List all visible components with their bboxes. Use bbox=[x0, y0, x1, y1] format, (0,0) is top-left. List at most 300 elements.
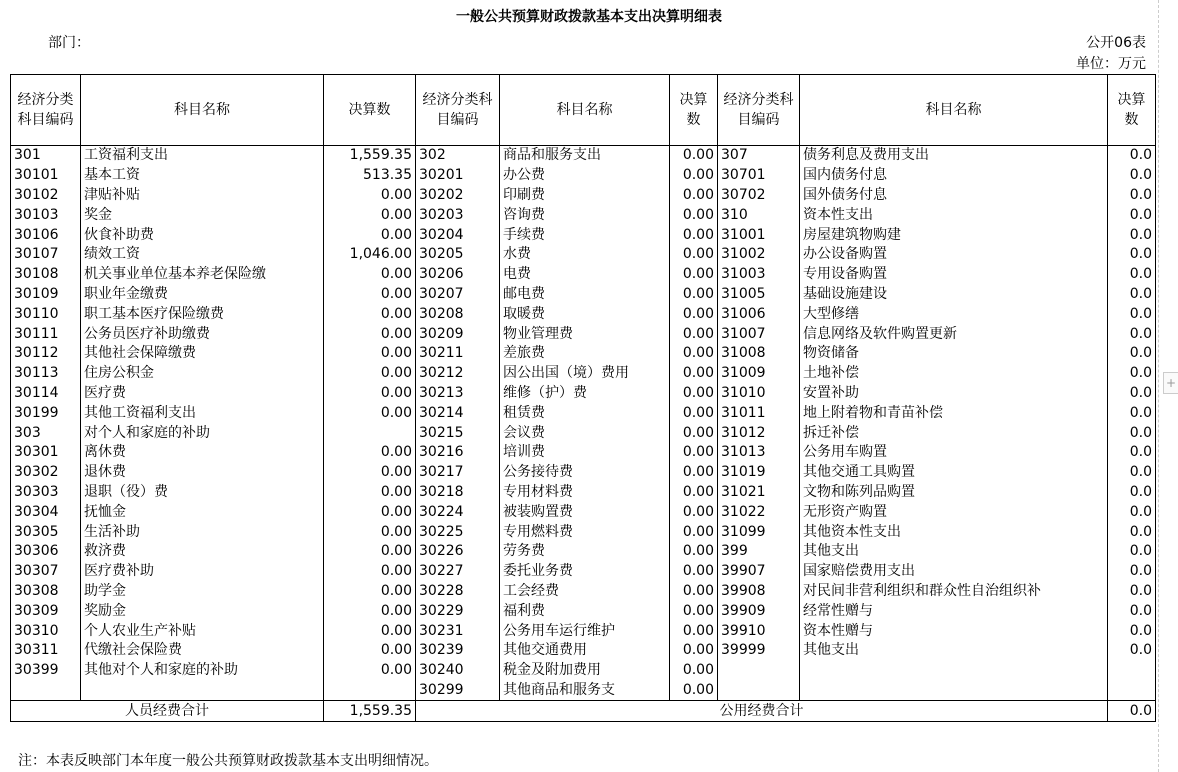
cell-code-3: 39999 bbox=[718, 641, 800, 661]
cell-amount-3: 0.0 bbox=[1108, 423, 1156, 443]
cell-amount-3: 0.0 bbox=[1108, 285, 1156, 305]
cell-name-1: 个人农业生产补贴 bbox=[81, 621, 324, 641]
table-row bbox=[11, 641, 1156, 661]
cell-name-1: 医疗费 bbox=[81, 384, 324, 404]
cell-code-2: 30218 bbox=[416, 483, 500, 503]
cell-amount-2: 0.00 bbox=[670, 285, 718, 305]
cell-amount-3: 0.0 bbox=[1108, 582, 1156, 602]
cell-code-3: 310 bbox=[718, 205, 800, 225]
cell-name-1: 救济费 bbox=[81, 542, 324, 562]
cell-name-2: 印刷费 bbox=[500, 186, 670, 206]
cell-code-3: 39909 bbox=[718, 601, 800, 621]
header-code-2: 经济分类科目编码 bbox=[416, 75, 500, 146]
cell-amount-2: 0.00 bbox=[670, 522, 718, 542]
cell-code-2: 30229 bbox=[416, 601, 500, 621]
cell-name-2: 水费 bbox=[500, 245, 670, 265]
page-edge-guide bbox=[1158, 0, 1160, 772]
cell-code-1: 30108 bbox=[11, 265, 81, 285]
cell-code-1: 30199 bbox=[11, 403, 81, 423]
table-row bbox=[11, 443, 1156, 463]
cell-amount-2: 0.00 bbox=[670, 542, 718, 562]
cell-amount-2: 0.00 bbox=[670, 225, 718, 245]
cell-code-1: 30399 bbox=[11, 661, 81, 681]
cell-code-1: 30107 bbox=[11, 245, 81, 265]
table-row bbox=[11, 423, 1156, 443]
table-row bbox=[11, 681, 1156, 701]
cell-code-1: 30302 bbox=[11, 463, 81, 483]
cell-amount-1: 0.00 bbox=[324, 562, 416, 582]
cell-amount-1: 0.00 bbox=[324, 542, 416, 562]
cell-amount-1: 0.00 bbox=[324, 641, 416, 661]
cell-name-2: 公务接待费 bbox=[500, 463, 670, 483]
cell-name-3: 其他交通工具购置 bbox=[800, 463, 1108, 483]
cell-name-2: 会议费 bbox=[500, 423, 670, 443]
cell-amount-3: 0.0 bbox=[1108, 225, 1156, 245]
cell-code-2: 30231 bbox=[416, 621, 500, 641]
cell-name-1: 奖励金 bbox=[81, 601, 324, 621]
public-total-value: 0.0 bbox=[1108, 701, 1156, 722]
cell-name-3: 基础设施建设 bbox=[800, 285, 1108, 305]
cell-name-3: 土地补偿 bbox=[800, 364, 1108, 384]
cell-name-2: 商品和服务支出 bbox=[500, 146, 670, 166]
cell-name-3: 安置补助 bbox=[800, 384, 1108, 404]
table-row bbox=[11, 344, 1156, 364]
cell-name-1: 住房公积金 bbox=[81, 364, 324, 384]
totals-row bbox=[11, 701, 1156, 722]
cell-amount-3: 0.0 bbox=[1108, 443, 1156, 463]
cell-name-1: 助学金 bbox=[81, 582, 324, 602]
cell-code-1: 30102 bbox=[11, 186, 81, 206]
cell-code-2: 30240 bbox=[416, 661, 500, 681]
table-row bbox=[11, 661, 1156, 681]
cell-code-1: 30309 bbox=[11, 601, 81, 621]
cell-name-2: 被装购置费 bbox=[500, 502, 670, 522]
cell-name-3: 公务用车购置 bbox=[800, 443, 1108, 463]
cell-amount-1: 0.00 bbox=[324, 225, 416, 245]
cell-amount-2: 0.00 bbox=[670, 344, 718, 364]
cell-amount-1: 0.00 bbox=[324, 502, 416, 522]
table-row bbox=[11, 364, 1156, 384]
cell-name-3: 国内债务付息 bbox=[800, 166, 1108, 186]
cell-name-2: 委托业务费 bbox=[500, 562, 670, 582]
cell-code-2: 30224 bbox=[416, 502, 500, 522]
cell-code-3 bbox=[718, 681, 800, 701]
table-row bbox=[11, 146, 1156, 166]
cell-amount-1: 0.00 bbox=[324, 364, 416, 384]
cell-code-2: 30212 bbox=[416, 364, 500, 384]
cell-name-2: 租赁费 bbox=[500, 403, 670, 423]
cell-name-3: 无形资产购置 bbox=[800, 502, 1108, 522]
cell-name-1: 职工基本医疗保险缴费 bbox=[81, 304, 324, 324]
cell-code-3: 307 bbox=[718, 146, 800, 166]
cell-amount-2: 0.00 bbox=[670, 562, 718, 582]
cell-code-3: 31021 bbox=[718, 483, 800, 503]
cell-code-3: 31009 bbox=[718, 364, 800, 384]
cell-amount-3: 0.0 bbox=[1108, 324, 1156, 344]
cell-name-1: 退职（役）费 bbox=[81, 483, 324, 503]
cell-name-3 bbox=[800, 681, 1108, 701]
cell-amount-3: 0.0 bbox=[1108, 186, 1156, 206]
cell-code-3: 39908 bbox=[718, 582, 800, 602]
cell-name-3: 房屋建筑物购建 bbox=[800, 225, 1108, 245]
cell-code-1: 30114 bbox=[11, 384, 81, 404]
cell-name-1: 基本工资 bbox=[81, 166, 324, 186]
cell-amount-1 bbox=[324, 681, 416, 701]
form-number: 公开06表 bbox=[1086, 35, 1146, 51]
cell-code-1: 30307 bbox=[11, 562, 81, 582]
personnel-total-label: 人员经费合计 bbox=[11, 701, 324, 722]
cell-amount-3 bbox=[1108, 661, 1156, 681]
cell-code-3: 30702 bbox=[718, 186, 800, 206]
table-row bbox=[11, 483, 1156, 503]
cell-name-3: 大型修缮 bbox=[800, 304, 1108, 324]
cell-code-3: 31008 bbox=[718, 344, 800, 364]
table-note: 注：本表反映部门本年度一般公共预算财政拨款基本支出明细情况。 bbox=[18, 753, 438, 769]
cell-code-1: 301 bbox=[11, 146, 81, 166]
expenditure-table bbox=[10, 74, 1156, 722]
cell-amount-2: 0.00 bbox=[670, 364, 718, 384]
cell-code-2: 30209 bbox=[416, 324, 500, 344]
cell-name-1: 绩效工资 bbox=[81, 245, 324, 265]
cell-name-2: 因公出国（境）费用 bbox=[500, 364, 670, 384]
header-amount-3: 决算数 bbox=[1108, 75, 1156, 146]
cell-amount-2: 0.00 bbox=[670, 641, 718, 661]
cell-code-3: 31007 bbox=[718, 324, 800, 344]
cell-name-2: 咨询费 bbox=[500, 205, 670, 225]
header-name-2: 科目名称 bbox=[500, 75, 670, 146]
table-row bbox=[11, 304, 1156, 324]
table-row bbox=[11, 384, 1156, 404]
cell-code-2: 302 bbox=[416, 146, 500, 166]
cell-name-3 bbox=[800, 661, 1108, 681]
table-row bbox=[11, 186, 1156, 206]
cell-code-3: 399 bbox=[718, 542, 800, 562]
cell-code-2: 30215 bbox=[416, 423, 500, 443]
public-total-label: 公用经费合计 bbox=[416, 701, 1108, 722]
cell-name-2: 维修（护）费 bbox=[500, 384, 670, 404]
cell-code-2: 30201 bbox=[416, 166, 500, 186]
cell-code-2: 30207 bbox=[416, 285, 500, 305]
cell-code-3: 31012 bbox=[718, 423, 800, 443]
cell-code-3: 31005 bbox=[718, 285, 800, 305]
cell-code-1: 303 bbox=[11, 423, 81, 443]
cell-code-2: 30217 bbox=[416, 463, 500, 483]
cell-amount-2: 0.00 bbox=[670, 582, 718, 602]
table-row bbox=[11, 502, 1156, 522]
cell-amount-2: 0.00 bbox=[670, 304, 718, 324]
cell-amount-2: 0.00 bbox=[670, 443, 718, 463]
table-row bbox=[11, 463, 1156, 483]
cell-code-1: 30303 bbox=[11, 483, 81, 503]
cell-amount-2: 0.00 bbox=[670, 186, 718, 206]
cell-name-2: 工会经费 bbox=[500, 582, 670, 602]
cell-amount-2: 0.00 bbox=[670, 681, 718, 701]
cell-name-3: 国外债务付息 bbox=[800, 186, 1108, 206]
cell-name-1: 津贴补贴 bbox=[81, 186, 324, 206]
cell-code-1: 30113 bbox=[11, 364, 81, 384]
cell-amount-3: 0.0 bbox=[1108, 502, 1156, 522]
cell-amount-2: 0.00 bbox=[670, 483, 718, 503]
cell-amount-2: 0.00 bbox=[670, 621, 718, 641]
cell-amount-1: 0.00 bbox=[324, 304, 416, 324]
cell-code-3: 39910 bbox=[718, 621, 800, 641]
cell-name-2: 培训费 bbox=[500, 443, 670, 463]
cell-name-1: 其他社会保障缴费 bbox=[81, 344, 324, 364]
cell-name-3: 其他支出 bbox=[800, 542, 1108, 562]
table-row bbox=[11, 285, 1156, 305]
cell-amount-1: 0.00 bbox=[324, 483, 416, 503]
cell-name-3: 债务利息及费用支出 bbox=[800, 146, 1108, 166]
cell-name-2: 办公费 bbox=[500, 166, 670, 186]
cell-name-1: 生活补助 bbox=[81, 522, 324, 542]
header-name-1: 科目名称 bbox=[81, 75, 324, 146]
cell-code-1: 30310 bbox=[11, 621, 81, 641]
cell-code-1: 30101 bbox=[11, 166, 81, 186]
cell-amount-2: 0.00 bbox=[670, 502, 718, 522]
cell-name-1: 代缴社会保险费 bbox=[81, 641, 324, 661]
cell-name-2: 劳务费 bbox=[500, 542, 670, 562]
cell-amount-1: 0.00 bbox=[324, 285, 416, 305]
header-amount-1: 决算数 bbox=[324, 75, 416, 146]
cell-amount-1: 0.00 bbox=[324, 205, 416, 225]
cell-name-2: 其他商品和服务支 bbox=[500, 681, 670, 701]
cell-code-1: 30109 bbox=[11, 285, 81, 305]
table-row bbox=[11, 601, 1156, 621]
cell-code-3: 39907 bbox=[718, 562, 800, 582]
cell-name-3: 国家赔偿费用支出 bbox=[800, 562, 1108, 582]
cell-amount-3: 0.0 bbox=[1108, 641, 1156, 661]
table-row bbox=[11, 245, 1156, 265]
cell-name-3: 拆迁补偿 bbox=[800, 423, 1108, 443]
cell-code-2: 30228 bbox=[416, 582, 500, 602]
cell-amount-3: 0.0 bbox=[1108, 304, 1156, 324]
cell-amount-3: 0.0 bbox=[1108, 601, 1156, 621]
cell-amount-2: 0.00 bbox=[670, 146, 718, 166]
cell-amount-3: 0.0 bbox=[1108, 364, 1156, 384]
cell-amount-1: 1,046.00 bbox=[324, 245, 416, 265]
cell-code-3: 31099 bbox=[718, 522, 800, 542]
cell-code-2: 30299 bbox=[416, 681, 500, 701]
cell-name-2: 差旅费 bbox=[500, 344, 670, 364]
header-amount-2: 决算数 bbox=[670, 75, 718, 146]
cell-amount-3 bbox=[1108, 681, 1156, 701]
cell-name-1: 退休费 bbox=[81, 463, 324, 483]
cell-name-1: 奖金 bbox=[81, 205, 324, 225]
table-row bbox=[11, 542, 1156, 562]
table-row bbox=[11, 225, 1156, 245]
cell-code-2: 30227 bbox=[416, 562, 500, 582]
cell-code-3: 30701 bbox=[718, 166, 800, 186]
table-row bbox=[11, 166, 1156, 186]
cell-code-1: 30311 bbox=[11, 641, 81, 661]
table-header-row bbox=[11, 75, 1156, 146]
cell-code-3: 31001 bbox=[718, 225, 800, 245]
cell-amount-3: 0.0 bbox=[1108, 542, 1156, 562]
cell-amount-1: 0.00 bbox=[324, 265, 416, 285]
cell-name-3: 专用设备购置 bbox=[800, 265, 1108, 285]
cell-code-2: 30211 bbox=[416, 344, 500, 364]
table-row bbox=[11, 562, 1156, 582]
cell-amount-2: 0.00 bbox=[670, 324, 718, 344]
cell-code-1: 30308 bbox=[11, 582, 81, 602]
cell-name-1: 职业年金缴费 bbox=[81, 285, 324, 305]
cell-name-2: 电费 bbox=[500, 265, 670, 285]
cell-code-2: 30239 bbox=[416, 641, 500, 661]
cell-name-3: 其他支出 bbox=[800, 641, 1108, 661]
cell-amount-2: 0.00 bbox=[670, 245, 718, 265]
cell-name-3: 对民间非营利组织和群众性自治组织补 bbox=[800, 582, 1108, 602]
cell-code-3: 31022 bbox=[718, 502, 800, 522]
cell-name-1 bbox=[81, 681, 324, 701]
cell-name-1: 其他工资福利支出 bbox=[81, 403, 324, 423]
cell-code-2: 30208 bbox=[416, 304, 500, 324]
cell-code-2: 30203 bbox=[416, 205, 500, 225]
cell-name-2: 税金及附加费用 bbox=[500, 661, 670, 681]
cell-name-3: 办公设备购置 bbox=[800, 245, 1108, 265]
cell-amount-3: 0.0 bbox=[1108, 166, 1156, 186]
cell-amount-2: 0.00 bbox=[670, 166, 718, 186]
cell-code-3: 31019 bbox=[718, 463, 800, 483]
cell-amount-1: 0.00 bbox=[324, 403, 416, 423]
cell-amount-1: 0.00 bbox=[324, 601, 416, 621]
table-row bbox=[11, 265, 1156, 285]
cell-code-1: 30304 bbox=[11, 502, 81, 522]
header-code-1: 经济分类科目编码 bbox=[11, 75, 81, 146]
cell-name-1: 离休费 bbox=[81, 443, 324, 463]
cell-amount-2: 0.00 bbox=[670, 384, 718, 404]
cell-name-2: 手续费 bbox=[500, 225, 670, 245]
cell-code-1: 30103 bbox=[11, 205, 81, 225]
table-row bbox=[11, 324, 1156, 344]
cell-name-2: 专用燃料费 bbox=[500, 522, 670, 542]
cell-amount-1: 0.00 bbox=[324, 324, 416, 344]
cell-name-1: 机关事业单位基本养老保险缴 bbox=[81, 265, 324, 285]
cell-code-2: 30216 bbox=[416, 443, 500, 463]
cell-amount-3: 0.0 bbox=[1108, 384, 1156, 404]
cell-amount-2: 0.00 bbox=[670, 601, 718, 621]
header-name-3: 科目名称 bbox=[800, 75, 1108, 146]
cell-amount-3: 0.0 bbox=[1108, 621, 1156, 641]
cell-name-3: 资本性支出 bbox=[800, 205, 1108, 225]
cell-name-2: 专用材料费 bbox=[500, 483, 670, 503]
page-title: 一般公共预算财政拨款基本支出决算明细表 bbox=[456, 9, 722, 25]
cell-amount-1: 0.00 bbox=[324, 186, 416, 206]
cell-code-2: 30226 bbox=[416, 542, 500, 562]
cell-code-3: 31013 bbox=[718, 443, 800, 463]
cell-name-2: 公务用车运行维护 bbox=[500, 621, 670, 641]
cell-amount-3: 0.0 bbox=[1108, 483, 1156, 503]
cell-amount-2: 0.00 bbox=[670, 423, 718, 443]
cell-amount-1 bbox=[324, 423, 416, 443]
cell-code-1: 30301 bbox=[11, 443, 81, 463]
department-label: 部门： bbox=[48, 35, 90, 51]
cell-amount-3: 0.0 bbox=[1108, 245, 1156, 265]
personnel-total-value: 1,559.35 bbox=[324, 701, 416, 722]
cell-amount-1: 513.35 bbox=[324, 166, 416, 186]
cell-name-2: 邮电费 bbox=[500, 285, 670, 305]
cell-name-2: 福利费 bbox=[500, 601, 670, 621]
cell-name-1: 其他对个人和家庭的补助 bbox=[81, 661, 324, 681]
cell-name-3: 物资储备 bbox=[800, 344, 1108, 364]
cell-name-3: 经常性赠与 bbox=[800, 601, 1108, 621]
header-code-3: 经济分类科目编码 bbox=[718, 75, 800, 146]
cell-code-1 bbox=[11, 681, 81, 701]
cell-name-2: 其他交通费用 bbox=[500, 641, 670, 661]
cell-amount-3: 0.0 bbox=[1108, 146, 1156, 166]
cell-code-1: 30112 bbox=[11, 344, 81, 364]
cell-name-1: 工资福利支出 bbox=[81, 146, 324, 166]
cell-code-3: 31006 bbox=[718, 304, 800, 324]
cell-amount-3: 0.0 bbox=[1108, 344, 1156, 364]
cell-name-3: 地上附着物和青苗补偿 bbox=[800, 403, 1108, 423]
cell-name-3: 其他资本性支出 bbox=[800, 522, 1108, 542]
cell-code-1: 30110 bbox=[11, 304, 81, 324]
add-sheet-button[interactable]: + bbox=[1163, 372, 1178, 394]
cell-amount-1: 1,559.35 bbox=[324, 146, 416, 166]
cell-name-1: 伙食补助费 bbox=[81, 225, 324, 245]
table-row bbox=[11, 522, 1156, 542]
cell-code-2: 30214 bbox=[416, 403, 500, 423]
cell-amount-2: 0.00 bbox=[670, 463, 718, 483]
table-row bbox=[11, 403, 1156, 423]
cell-code-2: 30213 bbox=[416, 384, 500, 404]
unit-label: 单位：万元 bbox=[1076, 56, 1146, 72]
cell-amount-3: 0.0 bbox=[1108, 463, 1156, 483]
cell-code-2: 30204 bbox=[416, 225, 500, 245]
cell-amount-2: 0.00 bbox=[670, 205, 718, 225]
cell-name-3: 信息网络及软件购置更新 bbox=[800, 324, 1108, 344]
cell-code-1: 30305 bbox=[11, 522, 81, 542]
cell-code-2: 30225 bbox=[416, 522, 500, 542]
cell-amount-1: 0.00 bbox=[324, 384, 416, 404]
cell-amount-3: 0.0 bbox=[1108, 403, 1156, 423]
table-row bbox=[11, 205, 1156, 225]
cell-name-1: 对个人和家庭的补助 bbox=[81, 423, 324, 443]
cell-amount-1: 0.00 bbox=[324, 621, 416, 641]
cell-amount-2: 0.00 bbox=[670, 661, 718, 681]
cell-amount-1: 0.00 bbox=[324, 522, 416, 542]
cell-amount-3: 0.0 bbox=[1108, 562, 1156, 582]
cell-amount-1: 0.00 bbox=[324, 344, 416, 364]
cell-amount-1: 0.00 bbox=[324, 661, 416, 681]
cell-amount-1: 0.00 bbox=[324, 443, 416, 463]
cell-code-1: 30111 bbox=[11, 324, 81, 344]
cell-code-2: 30205 bbox=[416, 245, 500, 265]
cell-name-1: 医疗费补助 bbox=[81, 562, 324, 582]
table-row bbox=[11, 621, 1156, 641]
cell-name-3: 文物和陈列品购置 bbox=[800, 483, 1108, 503]
cell-code-3 bbox=[718, 661, 800, 681]
cell-code-3: 31011 bbox=[718, 403, 800, 423]
cell-code-1: 30106 bbox=[11, 225, 81, 245]
cell-code-2: 30206 bbox=[416, 265, 500, 285]
table-row bbox=[11, 582, 1156, 602]
cell-name-1: 公务员医疗补助缴费 bbox=[81, 324, 324, 344]
cell-code-1: 30306 bbox=[11, 542, 81, 562]
cell-amount-3: 0.0 bbox=[1108, 522, 1156, 542]
cell-name-2: 物业管理费 bbox=[500, 324, 670, 344]
cell-amount-3: 0.0 bbox=[1108, 265, 1156, 285]
cell-code-3: 31002 bbox=[718, 245, 800, 265]
cell-amount-1: 0.00 bbox=[324, 463, 416, 483]
cell-code-3: 31010 bbox=[718, 384, 800, 404]
cell-code-3: 31003 bbox=[718, 265, 800, 285]
cell-amount-1: 0.00 bbox=[324, 582, 416, 602]
cell-amount-2: 0.00 bbox=[670, 265, 718, 285]
cell-code-2: 30202 bbox=[416, 186, 500, 206]
cell-name-3: 资本性赠与 bbox=[800, 621, 1108, 641]
cell-amount-3: 0.0 bbox=[1108, 205, 1156, 225]
